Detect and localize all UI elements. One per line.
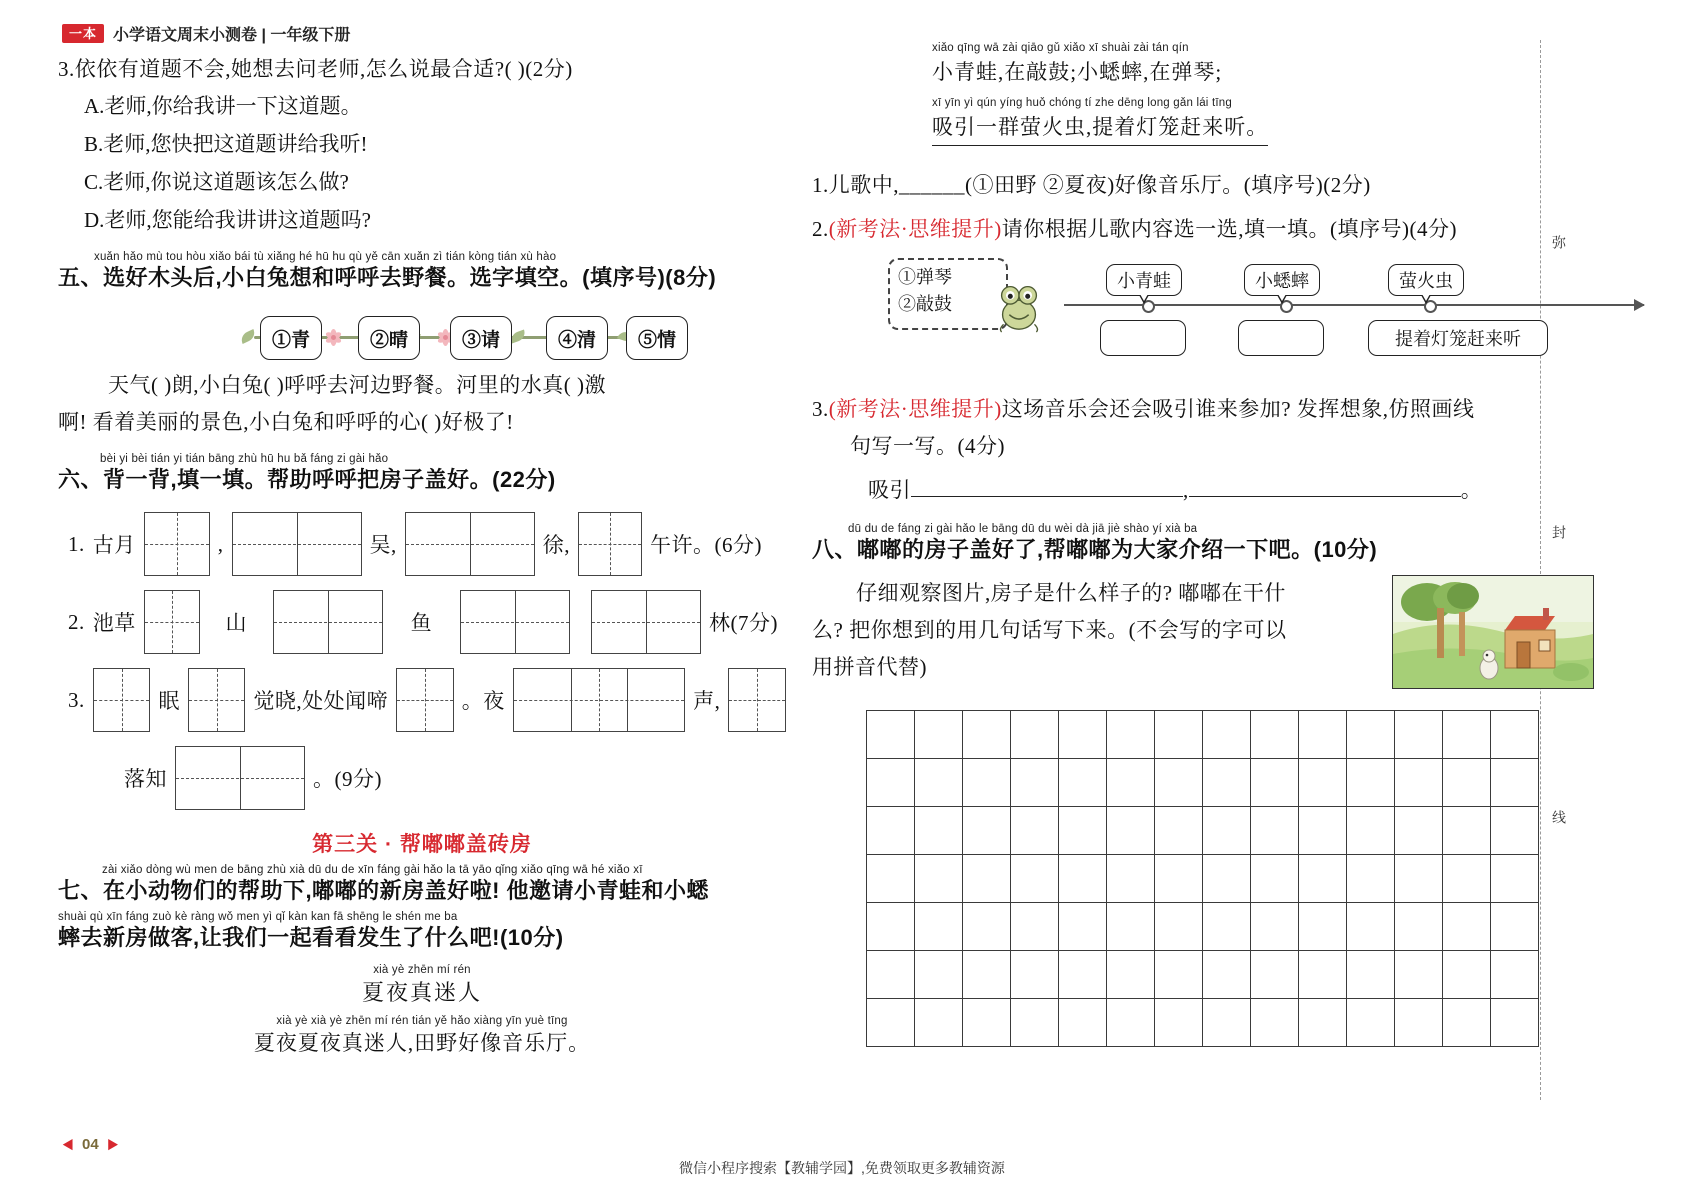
writing-grid-row (867, 711, 1539, 759)
writing-grid-cell[interactable] (1251, 711, 1299, 759)
sequence-label-3: 萤火虫 (1388, 264, 1464, 296)
passage-title-block (58, 964, 786, 1007)
question-3-option-c[interactable]: C.老师,你说这道题该怎么做? (84, 170, 349, 195)
q3-blank-end: 。 (1460, 477, 1483, 502)
writing-grid-cell[interactable] (1059, 999, 1107, 1047)
writing-grid-cell[interactable] (1395, 759, 1443, 807)
writing-grid-cell[interactable] (1251, 759, 1299, 807)
writing-grid-cell[interactable] (1347, 711, 1395, 759)
writing-grid-cell[interactable] (1011, 999, 1059, 1047)
sequence-answer-2[interactable] (1238, 320, 1324, 356)
writing-grid-cell[interactable] (1347, 759, 1395, 807)
writing-grid-cell[interactable] (1299, 711, 1347, 759)
section-7-pinyin-1: zài xiǎo dòng wù men de bāng zhù xià dū du de xīn fáng gài hǎo la tā yāo qǐng xiǎo qīng wā hé xiǎo xī (102, 864, 643, 877)
writing-grid-cell[interactable] (1299, 759, 1347, 807)
writing-grid-cell[interactable] (867, 759, 915, 807)
writing-grid-cell[interactable] (1203, 951, 1251, 999)
section-8-prompt-line-1: 仔细观察图片,房子是什么样子的? 嘟嘟在干什 (856, 580, 1286, 605)
writing-grid-cell[interactable] (915, 999, 963, 1047)
page-number-block (62, 1136, 119, 1153)
section-7-title-line-2: 蟀去新房做客,让我们一起看看发生了什么吧!(10分) (58, 925, 564, 951)
writing-grid-cell[interactable] (1059, 759, 1107, 807)
house-illustration (1392, 575, 1594, 689)
writing-grid-cell[interactable] (915, 759, 963, 807)
word-card-1[interactable]: ①青 (260, 316, 322, 360)
word-card-5[interactable]: ⑤情 (626, 316, 688, 360)
row3-number: 3. (68, 687, 85, 712)
writing-grid-cell[interactable] (1011, 807, 1059, 855)
writing-grid-cell[interactable] (1107, 999, 1155, 1047)
section-5 (58, 251, 786, 439)
question-3-option-a[interactable]: A.老师,你给我讲一下这道题。 (84, 94, 362, 119)
section-7-title-line-1: 七、在小动物们的帮助下,嘟嘟的新房盖好啦! 他邀请小青蛙和小蟋 (58, 878, 710, 904)
section-5-sentence-line-1[interactable]: 天气( )朗,小白兔( )呼呼去河边野餐。河里的水真( )激 (108, 373, 606, 398)
row2-number: 2. (68, 609, 85, 634)
q3-number: 3. (812, 396, 829, 421)
writing-grid-cell[interactable] (1107, 903, 1155, 951)
section-6-row-1 (68, 512, 786, 576)
writing-grid-cell[interactable] (1203, 807, 1251, 855)
question-3-option-d[interactable]: D.老师,您能给我讲讲这道题吗? (84, 208, 371, 233)
q3-text-line-2: 句写一写。(4分) (850, 433, 1005, 458)
writing-grid-cell[interactable] (1251, 951, 1299, 999)
section-6-row-4 (124, 746, 786, 810)
writing-grid-cell[interactable] (1155, 951, 1203, 999)
writing-grid-cell[interactable] (1107, 855, 1155, 903)
writing-grid-cell[interactable] (1443, 807, 1491, 855)
sequence-label-1: 小青蛙 (1106, 264, 1182, 296)
tianzige-box[interactable] (728, 668, 786, 732)
song-line-2: 吸引一群萤火虫,提着灯笼赶来听。 (932, 112, 1268, 146)
writing-grid-cell[interactable] (1011, 903, 1059, 951)
page-number: 04 (82, 1136, 99, 1153)
writing-grid-cell[interactable] (1107, 951, 1155, 999)
tianzige-box[interactable] (144, 512, 210, 576)
row1-text-5: 午许。(6分) (650, 533, 762, 558)
writing-grid-cell[interactable] (1107, 759, 1155, 807)
q3-answer-line[interactable] (868, 473, 1512, 507)
writing-grid-cell[interactable] (1203, 999, 1251, 1047)
writing-grid-cell[interactable] (1443, 759, 1491, 807)
writing-grid-table[interactable] (866, 710, 1539, 1047)
tianzige-box[interactable] (144, 590, 200, 654)
writing-grid-cell[interactable] (1395, 711, 1443, 759)
q3-blank-1[interactable] (911, 496, 1183, 497)
writing-grid-cell[interactable] (867, 807, 915, 855)
tianzige-box[interactable] (396, 668, 454, 732)
writing-grid-cell[interactable] (1491, 759, 1539, 807)
q2-number: 2. (812, 216, 829, 241)
writing-grid-cell[interactable] (1491, 903, 1539, 951)
row1-text-1: 古月 (92, 533, 136, 558)
q3-tag: (新考法·思维提升) (828, 396, 1002, 421)
fold-line (1540, 40, 1541, 1100)
writing-grid-cell[interactable] (1491, 711, 1539, 759)
writing-grid-cell[interactable] (915, 807, 963, 855)
writing-grid-cell[interactable] (1011, 951, 1059, 999)
frog-icon (990, 276, 1048, 334)
writing-grid-cell[interactable] (1395, 999, 1443, 1047)
writing-grid-cell[interactable] (1299, 951, 1347, 999)
writing-grid-cell[interactable] (1251, 999, 1299, 1047)
section-8-prompt-line-3: 用拼音代替) (812, 654, 927, 679)
tianzige-box[interactable] (591, 590, 701, 654)
word-card-4[interactable]: ④清 (546, 316, 608, 360)
passage-body-pinyin: xià yè xià yè zhēn mí rén tián yě hǎo xiàng yīn yuè tīng (276, 1015, 568, 1028)
writing-grid-cell[interactable] (963, 999, 1011, 1047)
section-7 (58, 864, 786, 1057)
q3-text-line-1: 这场音乐会还会吸引谁来参加? 发挥想象,仿照画线 (1001, 396, 1475, 421)
right-question-3 (812, 392, 1512, 426)
writing-grid-cell[interactable] (1203, 855, 1251, 903)
writing-grid-cell[interactable] (1155, 903, 1203, 951)
writing-grid-cell[interactable] (1347, 807, 1395, 855)
right-question-1[interactable]: 1.儿歌中,______(①田野 ②夏夜)好像音乐厅。(填序号)(2分) (812, 172, 1371, 197)
footer-note: 微信小程序搜索【教辅学园】,免费领取更多教辅资源 (679, 1160, 1005, 1176)
row1-text-2: , (217, 531, 224, 556)
song-sequence-diagram (812, 254, 1521, 362)
next-page-icon[interactable]: ▶ (106, 1138, 119, 1152)
writing-grid-cell[interactable] (1203, 759, 1251, 807)
writing-grid-cell[interactable] (915, 903, 963, 951)
brand-logo: 一本 (62, 24, 104, 43)
side-mark-1: 弥 (1551, 235, 1567, 253)
writing-grid-cell[interactable] (1491, 855, 1539, 903)
writing-grid-row (867, 903, 1539, 951)
house-scene-icon (1393, 576, 1593, 688)
writing-grid-cell[interactable] (1203, 903, 1251, 951)
row3-text-2: 觉晓,处处闻啼 (253, 689, 389, 714)
tianzige-box[interactable] (232, 512, 362, 576)
writing-grid-cell[interactable] (867, 855, 915, 903)
tianzige-box[interactable] (175, 746, 305, 810)
song-pinyin-1: xiǎo qīng wā zài qiāo gǔ xiǎo xī shuài zài tán qín (932, 42, 1189, 54)
writing-grid-cell[interactable] (867, 903, 915, 951)
writing-grid-cell[interactable] (1443, 903, 1491, 951)
tianzige-box[interactable] (578, 512, 642, 576)
writing-grid-cell[interactable] (963, 711, 1011, 759)
writing-grid-cell[interactable] (1059, 951, 1107, 999)
row3-text-1: 眠 (158, 689, 180, 714)
writing-grid-cell[interactable] (1155, 999, 1203, 1047)
row4-text-2: 。(9分) (313, 767, 382, 792)
row3-text-3: 。夜 (461, 689, 505, 714)
q3-blank-2[interactable] (1189, 496, 1461, 497)
writing-grid-cell[interactable] (1347, 999, 1395, 1047)
sequence-label-2: 小蟋蟀 (1244, 264, 1320, 296)
passage-body-block (58, 1015, 786, 1057)
writing-grid-cell[interactable] (1059, 903, 1107, 951)
composition-grid[interactable] (866, 710, 1539, 1047)
passage-title: 夏夜真迷人 (361, 980, 482, 1006)
writing-grid-cell[interactable] (1011, 711, 1059, 759)
writing-grid-cell[interactable] (1203, 711, 1251, 759)
writing-grid-cell[interactable] (1251, 855, 1299, 903)
writing-grid-cell[interactable] (1299, 807, 1347, 855)
q3-blank-lead: 吸引 (868, 477, 911, 502)
writing-grid-cell[interactable] (1491, 999, 1539, 1047)
writing-grid-cell[interactable] (1395, 903, 1443, 951)
song-pinyin-2: xī yīn yì qún yíng huǒ chóng tí zhe dēng long gǎn lái tīng (932, 96, 1232, 109)
writing-grid-cell[interactable] (1491, 807, 1539, 855)
section-6-title: 六、背一背,填一填。帮助呼呼把房子盖好。(22分) (58, 467, 556, 493)
row4-text-1: 落知 (124, 767, 167, 792)
writing-grid-cell[interactable] (1299, 903, 1347, 951)
writing-grid-cell[interactable] (915, 711, 963, 759)
writing-grid-cell[interactable] (1395, 855, 1443, 903)
row2-text-1: 池草 (92, 611, 136, 636)
section-6-row-2 (68, 590, 786, 654)
section-8-pinyin: dū du de fáng zi gài hǎo le bāng dū du wèi dà jiā jiè shào yí xià ba (848, 522, 1198, 535)
writing-grid-cell[interactable] (1299, 855, 1347, 903)
writing-grid-cell[interactable] (1011, 855, 1059, 903)
row2-text-2: 山 (225, 611, 248, 636)
side-mark-3: 线 (1551, 810, 1567, 828)
writing-grid-cell[interactable] (963, 903, 1011, 951)
section-5-pinyin: xuǎn hǎo mù tou hòu xiǎo bái tù xiǎng hé hū hu qù yě cān xuǎn zì tián kòng tián xù hào (94, 251, 557, 264)
song-continuation (932, 40, 1512, 146)
writing-grid-cell[interactable] (1299, 999, 1347, 1047)
section-5-sentence-line-2[interactable]: 啊! 看着美丽的景色,小白兔和呼呼的心( )好极了! (58, 410, 514, 435)
stage-banner: 第三关 · 帮嘟嘟盖砖房 (312, 833, 532, 857)
writing-grid-cell[interactable] (1443, 855, 1491, 903)
q2-tag: (新考法·思维提升) (828, 216, 1002, 241)
row1-number: 1. (68, 531, 85, 556)
writing-grid-cell[interactable] (1443, 999, 1491, 1047)
q2-text: 请你根据儿歌内容选一选,填一填。(填序号)(4分) (1001, 216, 1457, 241)
writing-grid-cell[interactable] (915, 855, 963, 903)
writing-grid-cell[interactable] (867, 711, 915, 759)
writing-grid-cell[interactable] (1155, 711, 1203, 759)
question-3-option-b[interactable]: B.老师,您快把这道题讲给我听! (84, 132, 368, 157)
writing-grid-cell[interactable] (1251, 903, 1299, 951)
writing-grid-cell[interactable] (1155, 855, 1203, 903)
writing-grid-cell[interactable] (1059, 807, 1107, 855)
writing-grid-cell[interactable] (1059, 711, 1107, 759)
writing-grid-cell[interactable] (867, 951, 915, 999)
writing-grid-cell[interactable] (1107, 711, 1155, 759)
writing-grid-cell[interactable] (1347, 903, 1395, 951)
choice-option-2[interactable]: ②敲鼓 (898, 293, 952, 314)
writing-grid-row (867, 759, 1539, 807)
row1-text-3: 吴, (369, 533, 397, 558)
writing-grid-cell[interactable] (1491, 951, 1539, 999)
writing-grid-cell[interactable] (963, 807, 1011, 855)
writing-grid-cell[interactable] (1395, 951, 1443, 999)
writing-grid-row (867, 999, 1539, 1047)
tianzige-box[interactable] (273, 590, 383, 654)
writing-grid-cell[interactable] (1347, 951, 1395, 999)
writing-grid-cell[interactable] (1107, 807, 1155, 855)
side-mark-2: 封 (1551, 525, 1567, 543)
song-line-1: 小青蛙,在敲鼓;小蟋蟀,在弹琴; (932, 60, 1223, 85)
sequence-answer-3[interactable]: 提着灯笼赶来听 (1368, 320, 1548, 356)
q3-blank-mid: , (1183, 477, 1189, 502)
word-card-2[interactable]: ②晴 (358, 316, 420, 360)
question-3-stem: 3.依依有道题不会,她想去问老师,怎么说最合适?( )(2分) (58, 57, 573, 81)
writing-grid-cell[interactable] (1251, 807, 1299, 855)
passage-body-line: 夏夜夏夜真迷人,田野好像音乐厅。 (253, 1031, 591, 1056)
writing-grid-cell[interactable] (915, 951, 963, 999)
writing-grid-cell[interactable] (1347, 855, 1395, 903)
writing-grid-cell[interactable] (1059, 855, 1107, 903)
tianzige-box[interactable] (513, 668, 685, 732)
writing-grid-cell[interactable] (963, 855, 1011, 903)
writing-grid-row (867, 951, 1539, 999)
row2-text-4: 林(7分) (709, 611, 778, 636)
word-card-strip (58, 306, 786, 362)
section-6-pinyin: bèi yi bèi tián yi tián bāng zhù hū hu bǎ fáng zi gài hǎo (100, 453, 389, 466)
passage-title-pinyin: xià yè zhēn mí rén (373, 964, 471, 977)
tianzige-box[interactable] (188, 668, 246, 732)
page-title: 小学语文周末小测卷 | 一年级下册 (113, 27, 351, 44)
writing-grid-cell[interactable] (1155, 759, 1203, 807)
section-8-prompt-line-2: 么? 把你想到的用几句话写下来。(不会写的字可以 (812, 617, 1287, 642)
writing-grid-cell[interactable] (963, 759, 1011, 807)
writing-grid-cell[interactable] (1395, 807, 1443, 855)
tianzige-box[interactable] (460, 590, 570, 654)
flower-icon (324, 328, 343, 347)
word-card-3[interactable]: ③请 (450, 316, 512, 360)
writing-grid-cell[interactable] (1443, 951, 1491, 999)
tianzige-box[interactable] (93, 668, 151, 732)
writing-grid-cell[interactable] (867, 999, 915, 1047)
prev-page-icon[interactable]: ◀ (62, 1138, 75, 1152)
sequence-answer-1[interactable] (1100, 320, 1186, 356)
writing-grid-cell[interactable] (963, 951, 1011, 999)
section-5-title: 五、选好木头后,小白兔想和呼呼去野餐。选字填空。(填序号)(8分) (58, 265, 717, 291)
writing-grid-cell[interactable] (1155, 807, 1203, 855)
row1-text-4: 徐, (542, 533, 570, 558)
row3-text-4: 声, (693, 689, 721, 714)
section-6 (58, 453, 786, 810)
tianzige-box[interactable] (405, 512, 535, 576)
choice-option-1[interactable]: ①弹琴 (898, 266, 952, 287)
row2-text-3: 鱼 (410, 611, 433, 636)
section-7-pinyin-2: shuài qù xīn fáng zuò kè ràng wǒ men yì qǐ kàn kan fā shēng le shén me ba (58, 911, 458, 924)
writing-grid-row (867, 807, 1539, 855)
section-8-title: 八、嘟嘟的房子盖好了,帮嘟嘟为大家介绍一下吧。(10分) (812, 536, 1378, 562)
page-header (62, 22, 350, 45)
section-6-row-3 (68, 668, 786, 732)
writing-grid-row (867, 855, 1539, 903)
right-question-2 (812, 212, 1512, 246)
writing-grid-cell[interactable] (1011, 759, 1059, 807)
left-column (58, 52, 786, 1057)
writing-grid-cell[interactable] (1443, 711, 1491, 759)
